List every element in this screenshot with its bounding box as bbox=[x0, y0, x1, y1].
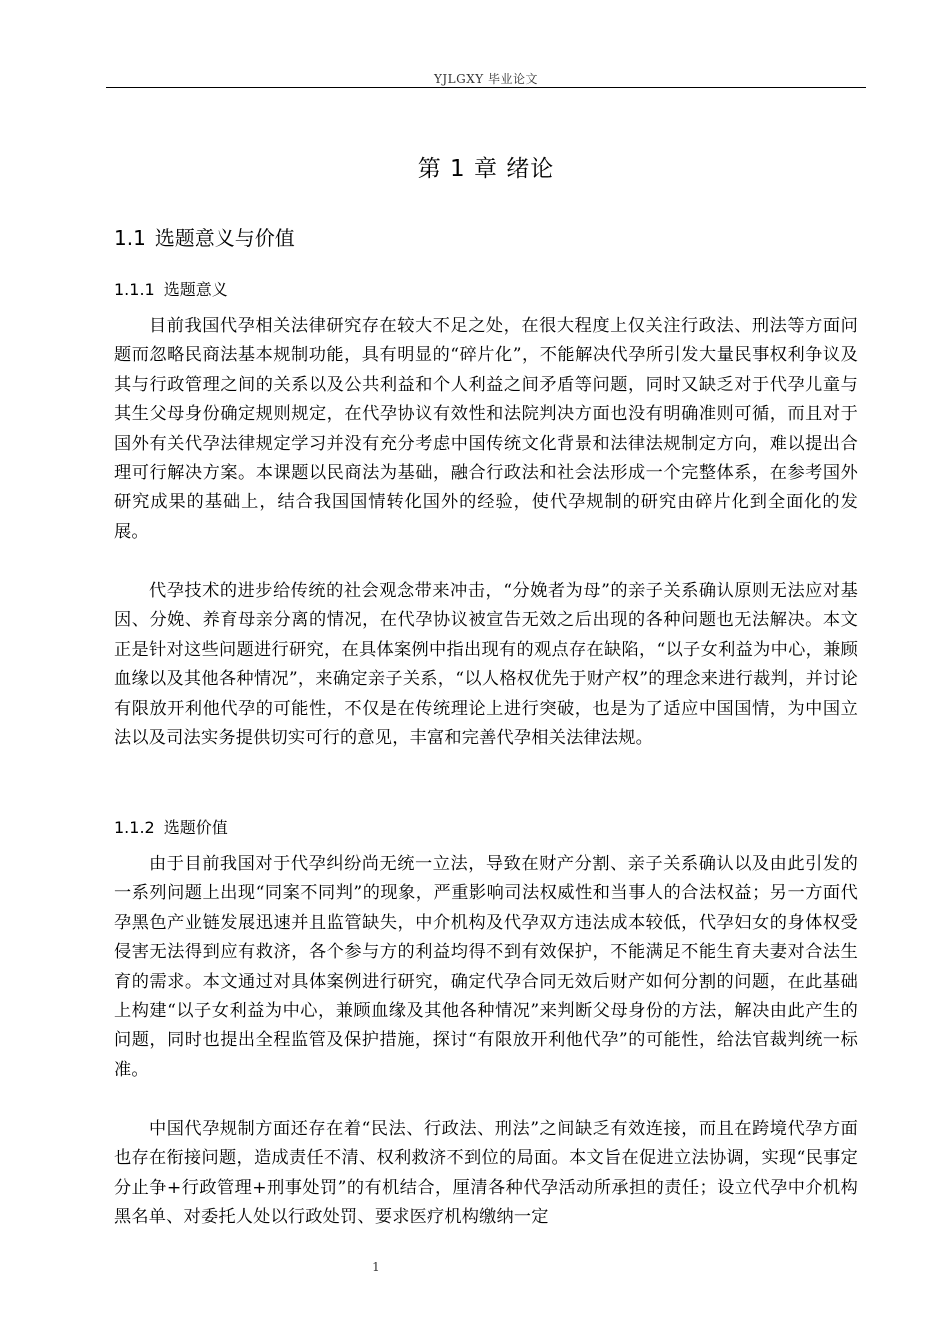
section-title: 选题意义与价值 bbox=[154, 226, 295, 250]
section-heading-1-1 bbox=[114, 222, 295, 251]
chapter-title: 第 1 章 绪论 bbox=[417, 156, 555, 182]
subsection-number: 1.1.1 bbox=[114, 280, 155, 299]
subsection-title: 选题意义 bbox=[163, 280, 228, 299]
paragraph: 目前我国代孕相关法律研究存在较大不足之处，在很大程度上仅关注行政法、刑法等方面问题而忽略民商法基本规制功能，具有明显的“碎片化”，不能解决代孕所引发大量民事权利争议及其与行政管理之间的关系以及公共利益和个人利益之间矛盾等问题，同时又缺乏对于代孕儿童与其生父母身份确定规则规定，在代孕协议有效性和法院判决方面也没有明确准则可循，而且对于国外有关代孕法律规定学习并没有充分考虑中国传统文化背景和法律法规制定方向，难以提出合理可行解决方案。本课题以民商法为基础，融合行政法和社会法形成一个完整体系，在参考国外研究成果的基础上，结合我国国情转化国外的经验，使代孕规制的研究由碎片化到全面化的发展。 bbox=[114, 316, 858, 542]
paragraph: 由于目前我国对于代孕纠纷尚无统一立法，导致在财产分割、亲子关系确认以及由此引发的一系列问题上出现“同案不同判”的现象，严重影响司法权威性和当事人的合法权益；另一方面代孕黑色产业链发展迅速并且监管缺失，中介机构及代孕双方违法成本较低，代孕妇女的身体权受侵害无法得到应有救济，各个参与方的利益均得不到有效保护，不能满足不能生育夫妻对合法生育的需求。本文通过对具体案例进行研究，确定代孕合同无效后财产如何分割的问题，在此基础上构建“以子女利益为中心，兼顾血缘及其他各种情况”来判断父母身份的方法，解决由此产生的问题，同时也提出全程监管及保护措施，探讨“有限放开利他代孕”的可能性，给法官裁判统一标准。 bbox=[114, 854, 858, 1080]
subsection-heading-1-1-2 bbox=[114, 815, 228, 838]
subsection-number: 1.1.2 bbox=[114, 818, 155, 837]
subsection-heading-1-1-1 bbox=[114, 277, 228, 300]
running-header: YJLGXY 毕业论文 bbox=[433, 72, 539, 86]
section-number: 1.1 bbox=[114, 226, 146, 250]
header-divider bbox=[106, 87, 866, 88]
subsection-title: 选题价值 bbox=[163, 818, 228, 837]
paragraph: 中国代孕规制方面还存在着“民法、行政法、刑法”之间缺乏有效连接，而且在跨境代孕方面也存在衔接问题，造成责任不清、权利救济不到位的局面。本文旨在促进立法协调，实现“民事定分止争+行政管理+刑事处罚”的有机结合，厘清各种代孕活动所承担的责任；设立代孕中介机构黑名单、对委托人处以行政处罚、要求医疗机构缴纳一定 bbox=[114, 1119, 858, 1228]
page-number: 1 bbox=[372, 1260, 380, 1274]
paragraph: 代孕技术的进步给传统的社会观念带来冲击，“分娩者为母”的亲子关系确认原则无法应对基因、分娩、养育母亲分离的情况，在代孕协议被宣告无效之后出现的各种问题也无法解决。本文正是针对这些问题进行研究，在具体案例中指出现有的观点存在缺陷，“以子女利益为中心，兼顾血缘以及其他各种情况”，来确定亲子关系，“以人格权优先于财产权”的理念来进行裁判，并讨论有限放开利他代孕的可能性，不仅是在传统理论上进行突破，也是为了适应中国国情，为中国立法以及司法实务提供切实可行的意见，丰富和完善代孕相关法律法规。 bbox=[114, 581, 858, 749]
